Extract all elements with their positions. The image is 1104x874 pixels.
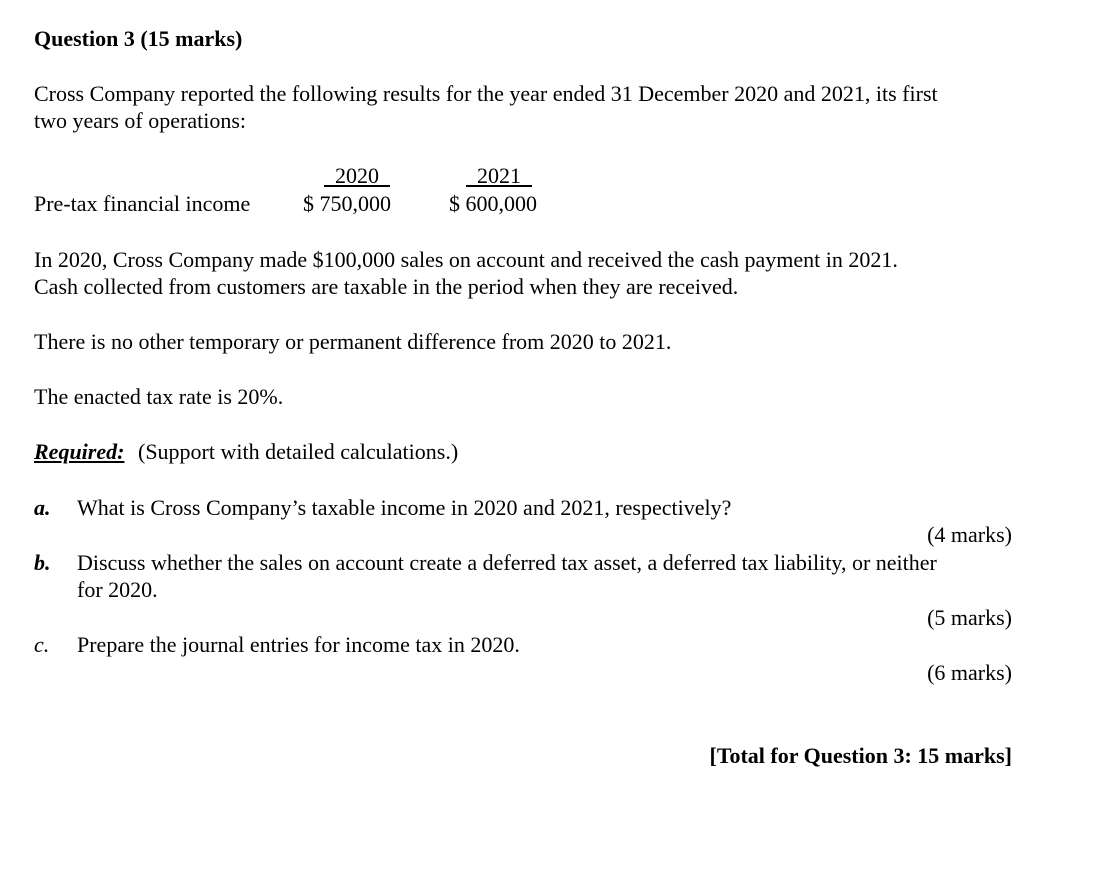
question-heading: Question 3 (15 marks) <box>34 26 243 51</box>
item-marks: (6 marks) <box>927 660 1012 685</box>
item-text: What is Cross Company’s taxable income in 2020 and 2021, respectively? <box>77 495 732 520</box>
intro-text-line-1: Cross Company reported the following results for the year ended 31 December 2020 and 2021, its first <box>34 81 938 106</box>
item-text: for 2020. <box>77 577 158 602</box>
row-label-pretax-income: Pre-tax financial income <box>34 191 251 216</box>
column-header-2020: 2020 <box>335 163 379 188</box>
required-label: Required: <box>34 439 125 464</box>
item-marks: (4 marks) <box>927 522 1012 547</box>
column-header-2021: 2021 <box>477 163 521 188</box>
no-difference-paragraph: There is no other temporary or permanent difference from 2020 to 2021. <box>34 329 672 354</box>
item-marks: (5 marks) <box>927 605 1012 630</box>
sales-paragraph-line-2: Cash collected from customers are taxable in the period when they are received. <box>34 274 739 299</box>
required-note: (Support with detailed calculations.) <box>138 439 459 464</box>
item-text: Prepare the journal entries for income tax in 2020. <box>77 632 520 657</box>
sales-paragraph-line-1: In 2020, Cross Company made $100,000 sales on account and received the cash payment in 2021. <box>34 247 898 272</box>
cell-pretax-income-2020: $ 750,000 <box>303 191 391 216</box>
item-letter: c. <box>34 632 50 657</box>
item-letter: a. <box>34 495 51 520</box>
tax-rate-paragraph: The enacted tax rate is 20%. <box>34 384 284 409</box>
question-total: [Total for Question 3: 15 marks] <box>709 743 1012 768</box>
cell-pretax-income-2021: $ 600,000 <box>449 191 537 216</box>
intro-text-line-2: two years of operations: <box>34 108 246 133</box>
item-letter: b. <box>34 550 51 575</box>
item-text: Discuss whether the sales on account create a deferred tax asset, a deferred tax liability, or neither <box>77 550 937 575</box>
